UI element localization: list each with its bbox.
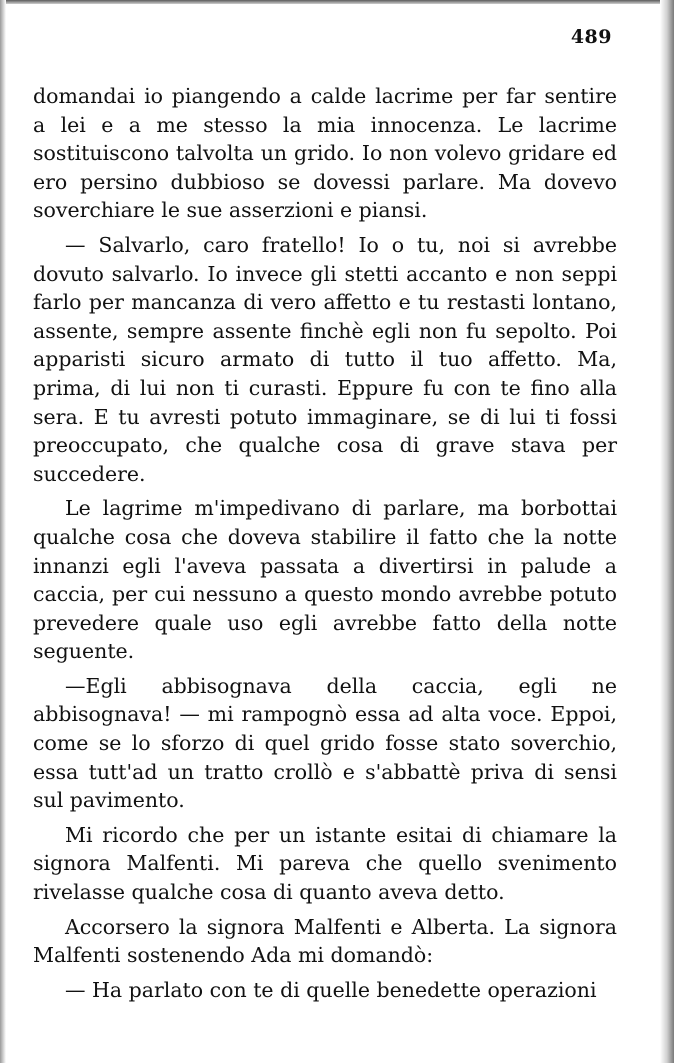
paragraph: — Ha parlato con te di quelle benedette operazioni <box>65 977 597 1002</box>
page-top-edge <box>0 0 674 4</box>
paragraph: Accorsero la signora Malfenti e Alberta. La signora Malfenti sostenendo Ada mi domandò: <box>33 914 617 968</box>
paragraph: domandai io piangendo a calde lacrime per far sentire a lei e a me stesso la mia innocenza. Le lacrime sostituiscono talvolta un grido. Io non volevo gridare ed ero persino dubbioso se dovessi parlare. Ma dovevo soverchiare le sue asserzioni e piansi. <box>33 84 617 223</box>
paragraph: Mi ricordo che per un istante esitai di chiamare la signora Malfenti. Mi pareva che quello svenimento rivelasse qualche cosa di quanto aveva detto. <box>33 822 617 905</box>
page-left-edge <box>0 0 6 1063</box>
body-text <box>33 82 617 1004</box>
page-number: 489 <box>570 26 612 48</box>
page-binding-shadow <box>660 0 674 1063</box>
paragraph: —Egli abbisognava della caccia, egli ne abbisognava! — mi rampognò essa ad alta voce. Eppoi, come se lo sforzo di quel grido fosse stato soverchio, essa tutt'ad un tratto crollò e s'abbattè priva di sensi sul pavimento. <box>33 673 617 813</box>
paragraph: Le lagrime m'impedivano di parlare, ma borbottai qualche cosa che doveva stabilire il fatto che la notte innanzi egli l'aveva passata a divertirsi in palude a caccia, per cui nessuno a questo mondo avrebbe potuto prevedere quale uso egli avrebbe fatto della notte seguente. <box>33 496 617 664</box>
paragraph: — Salvarlo, caro fratello! Io o tu, noi si avrebbe dovuto salvarlo. Io invece gli stetti accanto e non seppi farlo per mancanza di vero affetto e tu restasti lontano, assente, sempre assente finchè egli non fu sepolto. Poi apparisti sicuro armato di tutto il tuo affetto. Ma, prima, di lui non ti curasti. Eppure fu con te fino alla sera. E tu avresti potuto immaginare, se di lui ti fossi preoccupato, che qualche cosa di grave stava per succedere. <box>33 232 617 486</box>
